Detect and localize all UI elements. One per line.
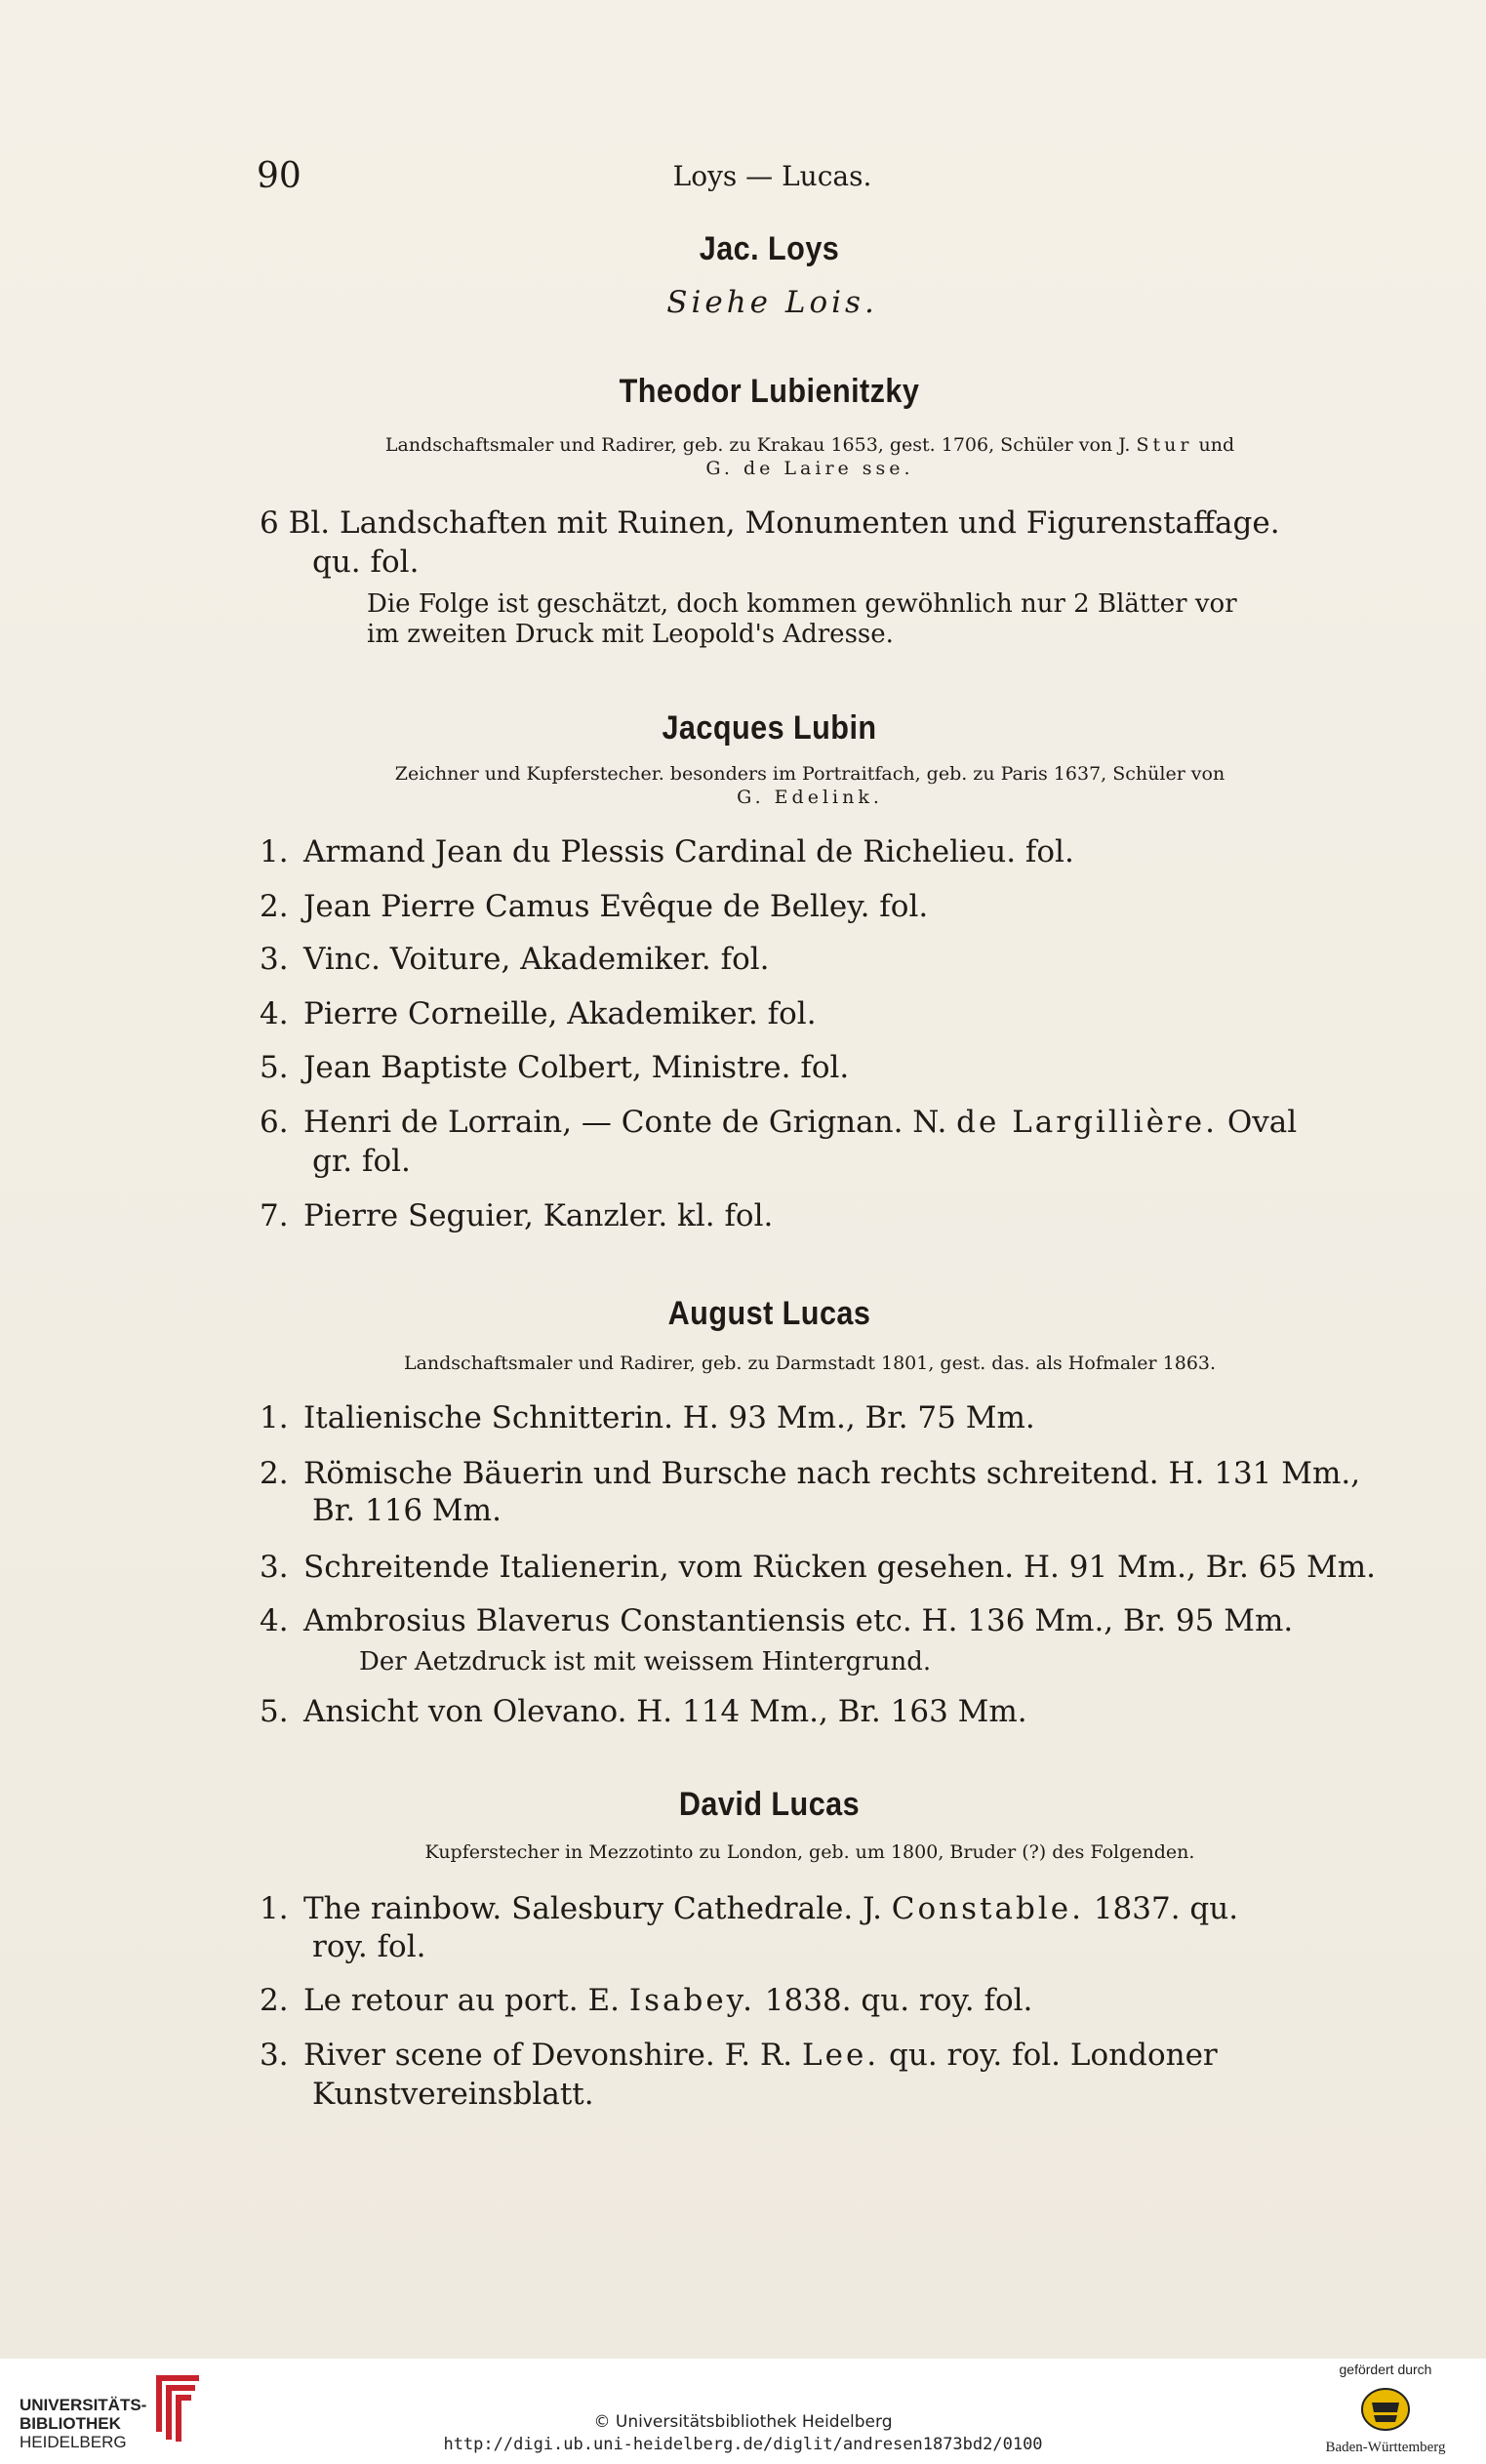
artist-heading-august-lucas: August Lucas xyxy=(667,1295,871,1332)
library-name-line2: BIBLIOTHEK xyxy=(20,2414,121,2433)
entry-number: 7. xyxy=(260,1198,289,1233)
entry-text: River scene of Devonshire. F. R. xyxy=(303,2038,793,2073)
entry-spaced-name: de Largillière. xyxy=(956,1105,1218,1140)
entry-number: 1. xyxy=(260,834,289,869)
catalogue-entry xyxy=(260,2036,1218,2075)
bio-spaced-name: Stur xyxy=(1136,434,1193,456)
entry-number: 3. xyxy=(260,942,289,977)
copyright-notice: © Universitätsbibliothek Heidelberg xyxy=(593,2412,893,2432)
artist-heading-lubienitzky: Theodor Lubienitzky xyxy=(619,373,920,410)
catalogue-entry xyxy=(260,1196,773,1235)
entry-text: Pierre Corneille, Akademiker. fol. xyxy=(303,996,817,1031)
entry-text: Le retour au port. E. xyxy=(303,1983,620,2018)
entry-number: 5. xyxy=(260,1050,289,1085)
entry-number: 1. xyxy=(260,1891,289,1926)
catalogue-note: Die Folge ist geschätzt, doch kommen gewöhnlich nur 2 Blätter vor xyxy=(367,589,1237,619)
catalogue-entry xyxy=(260,1454,1360,1493)
entry-text: 1837. qu. xyxy=(1093,1891,1239,1926)
catalogue-entry-continued: Kunstvereinsblatt. xyxy=(312,2077,594,2112)
bio-spaced-name: G. Edelink. xyxy=(737,787,883,808)
catalogue-entry-continued: qu. fol. xyxy=(312,545,420,580)
entry-spaced-name: Lee. xyxy=(802,2038,880,2073)
catalogue-entry: 6 Bl. Landschaften mit Ruinen, Monumenten und Figurenstaffage. xyxy=(260,505,1280,541)
catalogue-entry xyxy=(260,1048,849,1087)
catalogue-entry-continued: roy. fol. xyxy=(312,1929,426,1964)
entry-text: Italienische Schnitterin. H. 93 Mm., Br. 75 Mm. xyxy=(303,1400,1035,1435)
bio-text: und xyxy=(1198,434,1235,456)
artist-heading-lubin: Jacques Lubin xyxy=(662,709,877,747)
catalogue-note: Der Aetzdruck ist mit weissem Hintergrund. xyxy=(359,1647,932,1676)
catalogue-entry xyxy=(260,1889,1238,1928)
page-number: 90 xyxy=(257,156,301,196)
entry-text: qu. roy. fol. Londoner xyxy=(889,2038,1218,2073)
artist-heading-david-lucas: David Lucas xyxy=(678,1786,861,1823)
catalogue-entry xyxy=(260,940,770,979)
catalogue-entry xyxy=(260,1692,1027,1731)
bio-text: Landschaftsmaler und Radirer, geb. zu Krakau 1653, gest. 1706, Schüler von J. xyxy=(384,434,1131,456)
catalogue-note: im zweiten Druck mit Leopold's Adresse. xyxy=(367,620,894,649)
bio-spaced-name: G. de Laire sse. xyxy=(705,458,914,479)
entry-text: Ansicht von Olevano. H. 114 Mm., Br. 163 Mm. xyxy=(303,1694,1027,1729)
entry-text: Schreitende Italienerin, vom Rücken gesehen. H. 91 Mm., Br. 65 Mm. xyxy=(303,1550,1376,1585)
entry-text: Pierre Seguier, Kanzler. kl. fol. xyxy=(303,1198,774,1233)
entry-text: Jean Baptiste Colbert, Ministre. fol. xyxy=(303,1050,850,1085)
entry-text: Oval xyxy=(1226,1105,1298,1140)
library-name-line1: UNIVERSITÄTS- xyxy=(20,2396,147,2414)
catalogue-entry xyxy=(260,1103,1297,1142)
entry-text: Armand Jean du Plessis Cardinal de Richelieu. fol. xyxy=(303,834,1074,869)
catalogue-entry xyxy=(260,1548,1376,1587)
catalogue-entry xyxy=(260,1601,1293,1640)
catalogue-entry xyxy=(260,1398,1035,1437)
bio-text: Zeichner und Kupferstecher. besonders im Portraitfach, geb. zu Paris 1637, Schüler von xyxy=(394,763,1225,785)
library-name-line3: HEIDELBERG xyxy=(20,2433,127,2451)
catalogue-entry xyxy=(260,1981,1032,2020)
catalogue-entry-continued: gr. fol. xyxy=(312,1144,411,1179)
catalogue-entry-continued: Br. 116 Mm. xyxy=(312,1493,502,1528)
entry-text: Henri de Lorrain, — Conte de Grignan. N. xyxy=(303,1105,947,1140)
entry-number: 2. xyxy=(260,1983,289,2018)
entry-number: 3. xyxy=(260,2038,289,2073)
catalogue-entry xyxy=(260,994,817,1033)
running-title: Loys — Lucas. xyxy=(672,160,872,192)
artist-bio-lubin xyxy=(293,762,1327,809)
entry-spaced-name: Isabey. xyxy=(628,1983,755,2018)
entry-number: 2. xyxy=(260,889,289,924)
entry-spaced-name: Constable. xyxy=(891,1891,1084,1926)
entry-number: 6. xyxy=(260,1105,289,1140)
catalogue-entry xyxy=(260,887,928,926)
entry-text: Jean Pierre Camus Evêque de Belley. fol. xyxy=(303,889,929,924)
artist-bio-august-lucas: Landschaftsmaler und Radirer, geb. zu Darmstadt 1801, gest. das. als Hofmaler 1863. xyxy=(403,1353,1217,1374)
entry-number: 4. xyxy=(260,1603,289,1638)
entry-text: 1838. qu. roy. fol. xyxy=(764,1983,1033,2018)
state-crest-icon xyxy=(1358,2385,1413,2434)
artist-bio-lubienitzky xyxy=(293,433,1327,480)
cross-reference-loys: Siehe Lois. xyxy=(666,285,878,320)
entry-number: 3. xyxy=(260,1550,289,1585)
entry-number: 5. xyxy=(260,1694,289,1729)
entry-number: 1. xyxy=(260,1400,289,1435)
catalogue-entry xyxy=(260,832,1074,871)
entry-text: The rainbow. Salesbury Cathedrale. J. xyxy=(303,1891,882,1926)
funder-name: Baden-Württemberg xyxy=(1325,2440,1446,2455)
funded-by-label: gefördert durch xyxy=(1339,2362,1432,2377)
entry-text: Römische Bäuerin und Bursche nach rechts schreitend. H. 131 Mm., xyxy=(303,1456,1361,1491)
library-logo-icon xyxy=(148,2371,205,2444)
entry-number: 4. xyxy=(260,996,289,1031)
entry-number: 2. xyxy=(260,1456,289,1491)
artist-bio-david-lucas: Kupferstecher in Mezzotinto zu London, geb. um 1800, Bruder (?) des Folgenden. xyxy=(424,1841,1195,1863)
entry-text: Ambrosius Blaverus Constantiensis etc. H. 136 Mm., Br. 95 Mm. xyxy=(303,1603,1294,1638)
artist-heading-loys: Jac. Loys xyxy=(699,230,840,267)
permalink-url[interactable]: http://digi.ub.uni-heidelberg.de/diglit/andresen1873bd2/0100 xyxy=(443,2435,1043,2454)
entry-text: Vinc. Voiture, Akademiker. fol. xyxy=(303,942,770,977)
